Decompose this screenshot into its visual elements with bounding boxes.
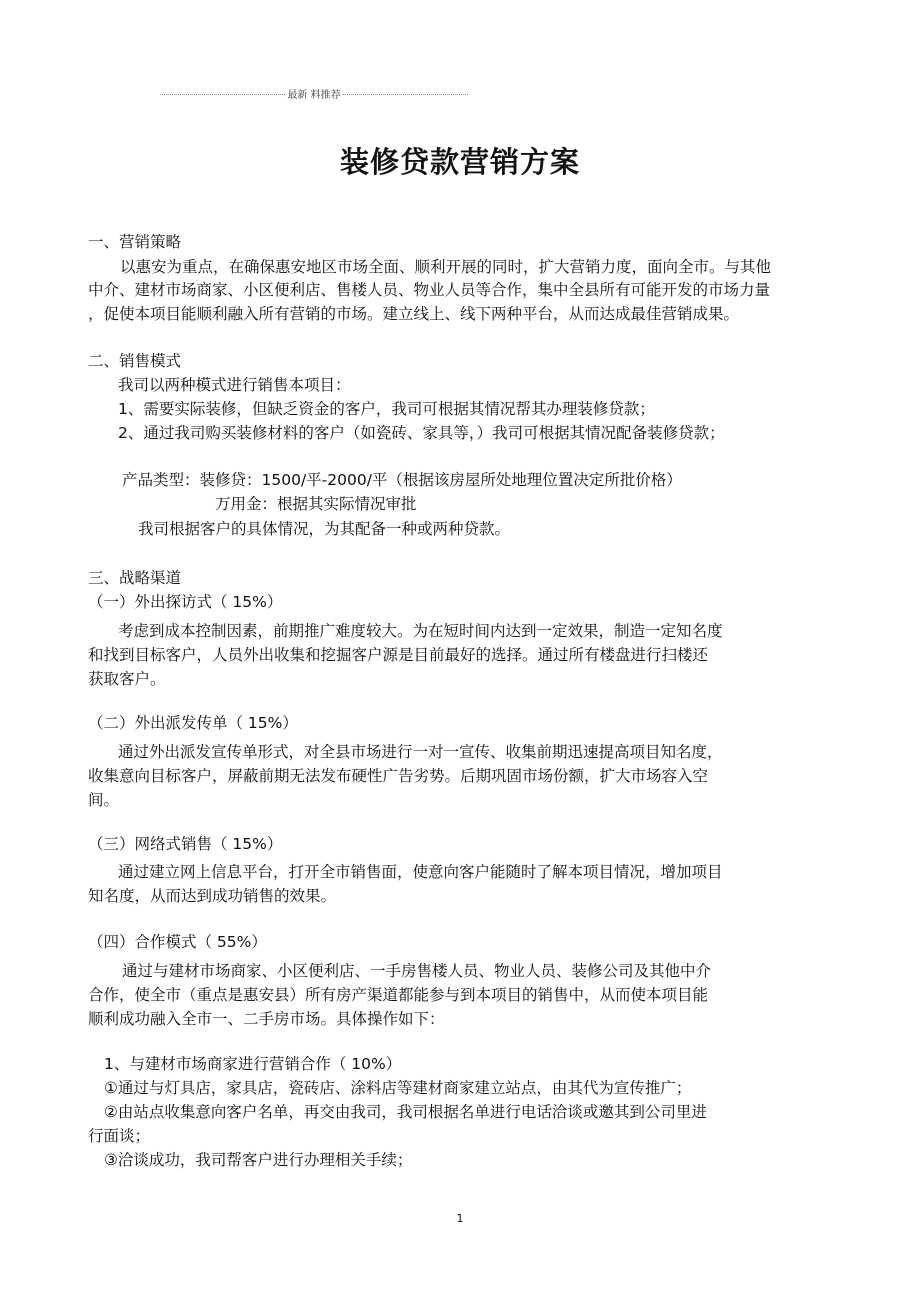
product-type-wanyongjin: 万用金：根据其实际情况审批 <box>215 495 417 513</box>
channel-3-line-2: 知名度，从而达到成功销售的效果。 <box>88 887 337 905</box>
section-heading-sales-mode: 二、销售模式 <box>88 352 182 370</box>
cooperation-step-2: ②由站点收集意向客户名单，再交由我司，我司根据名单进行电话洽谈或邀其到公司里进 <box>104 1103 707 1121</box>
channel-2-line-2: 收集意向目标客户，屏蔽前期无法发布硬性广告劣势。后期巩固市场份额，扩大市场容入空 <box>88 767 709 785</box>
cooperation-step-1: ①通过与灯具店，家具店，瓷砖店、涂料店等建材商家建立站点，由其代为宣传推广； <box>104 1079 692 1097</box>
channel-2-line-3: 间。 <box>88 791 120 809</box>
product-type-summary: 我司根据客户的具体情况，为其配备一种或两种贷款。 <box>138 520 511 538</box>
strategy-line-1: 以惠安为重点，在确保惠安地区市场全面、顺利开展的同时，扩大营销力度，面向全市。与其他 <box>120 258 772 276</box>
product-type-line: 产品类型：装修贷：1500/平-2000/平（根据该房屋所处地理位置决定所批价格） <box>122 471 682 489</box>
header-rule-left <box>160 94 285 95</box>
sales-mode-item-2: 2、通过我司购买装修材料的客户（如瓷砖、家具等，）我司可根据其情况配备装修贷款； <box>118 424 725 442</box>
sales-mode-intro: 我司以两种模式进行销售本项目： <box>118 376 351 394</box>
page-header <box>160 86 468 100</box>
channel-1-heading: （一）外出探访式（ 15%） <box>88 593 283 611</box>
channel-4-line-1: 通过与建材市场商家、小区便利店、一手房售楼人员、物业人员、装修公司及其他中介 <box>122 962 712 980</box>
channel-4-heading: （四）合作模式（ 55%） <box>88 933 267 951</box>
channel-1-line-2: 和找到目标客户，人员外出收集和挖掘客户源是目前最好的选择。通过所有楼盘进行扫楼还 <box>88 646 709 664</box>
channel-1-line-1: 考虑到成本控制因素，前期推广难度较大。为在短时间内达到一定效果，制造一定知名度 <box>118 622 723 640</box>
strategy-line-3: ，促使本项目能顺利融入所有营销的市场。建立线上、线下两种平台，从而达成最佳营销成果。 <box>88 305 740 323</box>
channel-2-heading: （二）外出派发传单（ 15%） <box>88 714 298 732</box>
page-number: 1 <box>456 1212 464 1225</box>
header-text: 最新 料推荐 <box>287 89 341 101</box>
cooperation-step-2-cont: 行面谈； <box>88 1127 151 1145</box>
channel-4-line-2: 合作，使全市（重点是惠安县）所有房产渠道都能参与到本项目的销售中，从而使本项目能 <box>88 986 709 1004</box>
header-rule-right <box>343 94 468 95</box>
section-heading-channels: 三、战略渠道 <box>88 569 182 587</box>
strategy-line-2: 中介、建材市场商家、小区便利店、售楼人员、物业人员等合作，集中全县所有可能开发的市场力量 <box>88 281 771 299</box>
document-title: 装修贷款营销方案 <box>339 145 580 179</box>
cooperation-1-heading: 1、与建材市场商家进行营销合作（ 10%） <box>104 1055 402 1073</box>
channel-1-line-3: 获取客户。 <box>88 670 166 688</box>
channel-2-line-1: 通过外出派发宣传单形式，对全县市场进行一对一宣传、收集前期迅速提高项目知名度， <box>118 743 723 761</box>
channel-3-heading: （三）网络式销售（ 15%） <box>88 835 283 853</box>
channel-3-line-1: 通过建立网上信息平台，打开全市销售面，使意向客户能随时了解本项目情况，增加项目 <box>118 863 723 881</box>
cooperation-step-3: ③洽谈成功，我司帮客户进行办理相关手续； <box>104 1151 413 1169</box>
channel-4-line-3: 顺利成功融入全市一、二手房市场。具体操作如下： <box>88 1010 445 1028</box>
sales-mode-item-1: 1、需要实际装修，但缺乏资金的客户，我司可根据其情况帮其办理装修贷款； <box>118 400 655 418</box>
section-heading-strategy: 一、营销策略 <box>88 233 182 251</box>
